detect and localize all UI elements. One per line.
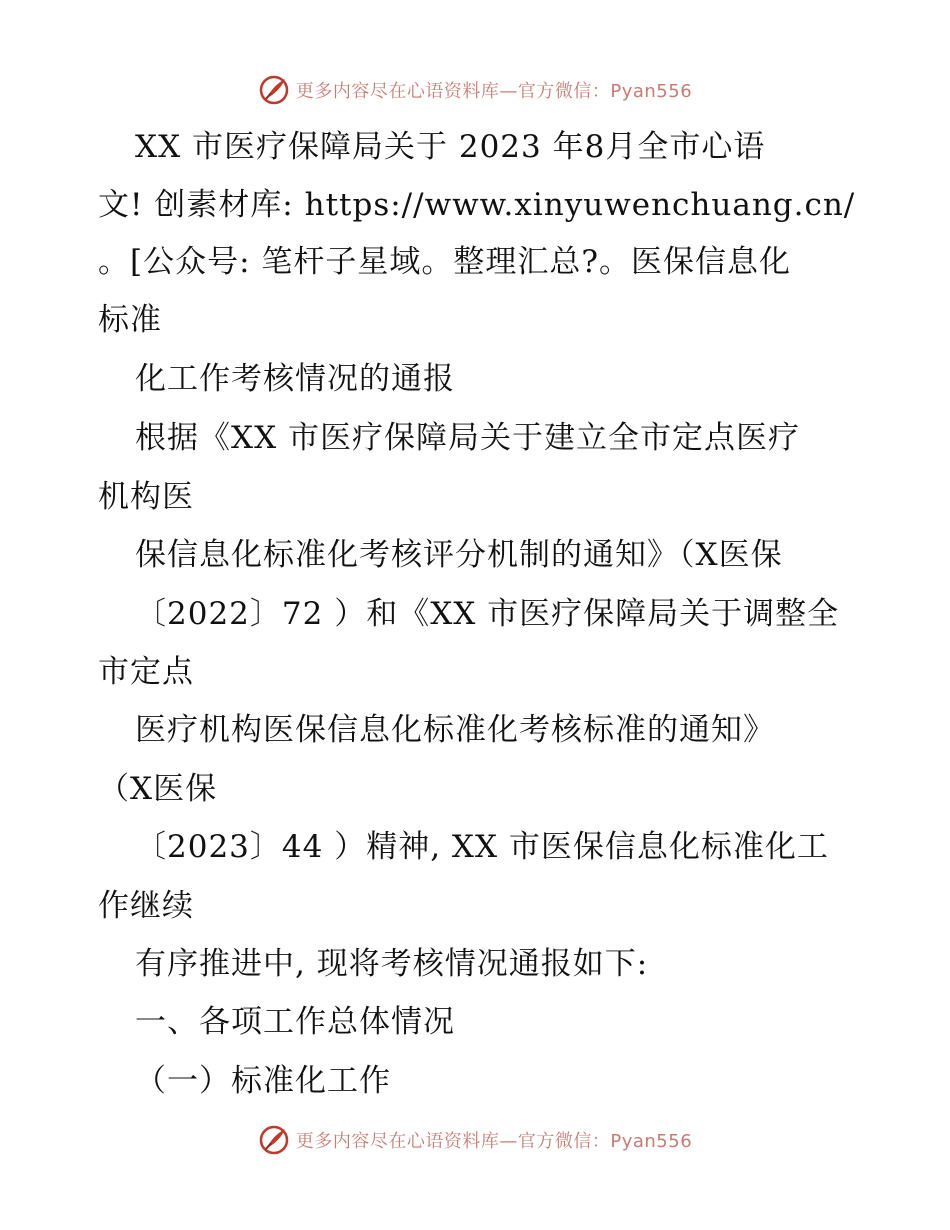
text-line: 医疗机构医保信息化标准化考核标准的通知》 <box>135 712 775 748</box>
text-line: 文! 创素材库: https://www.xinyuwenchuang.cn/ <box>98 187 856 223</box>
text-line: 〔2022〕72 ）和《XX 市医疗保障局关于调整全 <box>135 596 840 632</box>
text-line: 机构医 <box>98 479 194 515</box>
text-line: 。[公众号: 笔杆子星域。整理汇总?。医保信息化 <box>98 244 792 280</box>
text-line: 市定点 <box>98 654 194 690</box>
text-line: 作继续 <box>98 888 194 924</box>
feather-pen-logo-icon <box>258 1124 290 1156</box>
text-line: （X医保 <box>98 771 218 807</box>
text-line: XX 市医疗保障局关于 2023 年8月全市心语 <box>135 129 766 165</box>
text-line: 化工作考核情况的通报 <box>135 361 455 397</box>
subsection-heading: （一）标准化工作 <box>135 1063 391 1099</box>
watermark-text: 更多内容尽在心语资料库—官方微信：Pyan556 <box>295 81 693 102</box>
watermark-text: 更多内容尽在心语资料库—官方微信：Pyan556 <box>295 1131 693 1152</box>
section-heading: 一、各项工作总体情况 <box>135 1004 455 1040</box>
text-line: 〔2023〕44 ）精神, XX 市医保信息化标准化工 <box>135 829 829 865</box>
footer-watermark <box>0 1120 950 1160</box>
text-line: 保信息化标准化考核评分机制的通知》（X医保 <box>135 537 783 573</box>
text-line: 有序推进中, 现将考核情况通报如下: <box>135 946 649 982</box>
text-line: 标准 <box>98 302 162 338</box>
text-line: 根据《XX 市医疗保障局关于建立全市定点医疗 <box>135 420 800 456</box>
